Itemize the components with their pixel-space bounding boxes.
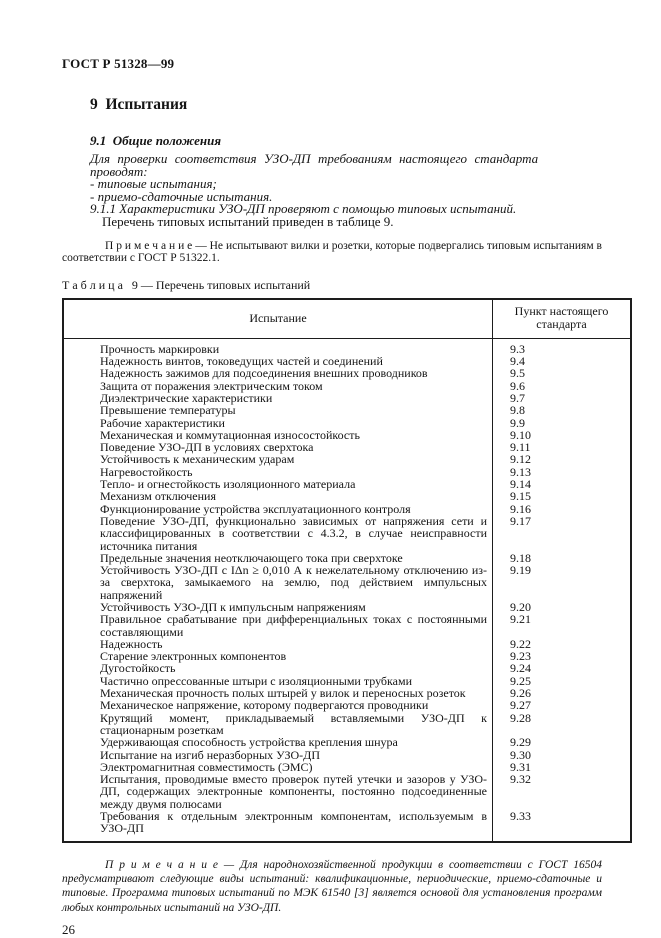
general-provisions-text bbox=[90, 153, 602, 229]
list-item-type-tests: - типовые испытания; bbox=[90, 176, 217, 192]
test-name-cell: Диэлектрические характеристики bbox=[100, 390, 273, 405]
clause-number-cell: 9.30 bbox=[493, 749, 632, 761]
clause-number-cell: 9.19 bbox=[493, 564, 632, 601]
table-row bbox=[63, 810, 631, 842]
test-name-cell: Устойчивость к механическим ударам bbox=[100, 452, 295, 467]
test-name-cell: Механическая и коммутационная износостойкость bbox=[100, 427, 360, 442]
clause-number-cell: 9.29 bbox=[493, 736, 632, 748]
subsection-heading: 9.1 Общие положения bbox=[90, 133, 222, 148]
clause-number-cell: 9.24 bbox=[493, 662, 632, 674]
clause-number-cell: 9.21 bbox=[493, 613, 632, 638]
table-row bbox=[63, 613, 631, 638]
table-row bbox=[63, 367, 631, 379]
test-name-cell: Требования к отдельным электронным компонентам, используемым в УЗО-ДП bbox=[100, 809, 487, 836]
table-row bbox=[63, 453, 631, 465]
table-row bbox=[63, 515, 631, 552]
test-name-cell: Прочность маркировки bbox=[100, 341, 220, 356]
clause-number-cell: 9.22 bbox=[493, 638, 632, 650]
clause-number-cell: 9.20 bbox=[493, 601, 632, 613]
list-item-acceptance-tests: - приемо-сдаточные испытания. bbox=[90, 188, 273, 204]
clause-number-cell: 9.18 bbox=[493, 552, 632, 564]
table-row bbox=[63, 338, 631, 355]
table-row bbox=[63, 749, 631, 761]
clause-number-cell: 9.3 bbox=[493, 338, 632, 355]
table-row bbox=[63, 773, 631, 810]
clause-number-cell: 9.11 bbox=[493, 441, 632, 453]
table-row bbox=[63, 404, 631, 416]
note-paragraph: П р и м е ч а н и е — Не испытывают вилки и розетки, которые подвергались типовым испытаниям в соответствии с ГОСТ Р 51322.1. bbox=[62, 239, 602, 265]
table-caption: Т а б л и ц а 9 — Перечень типовых испытаний bbox=[62, 277, 311, 292]
test-name-cell: Старение электронных компонентов bbox=[100, 649, 287, 664]
test-name-cell: Частично опрессованные штыри с изоляционными трубками bbox=[100, 673, 413, 688]
clause-number-cell: 9.6 bbox=[493, 380, 632, 392]
clause-number-cell: 9.4 bbox=[493, 355, 632, 367]
test-name-cell: Электромагнитная совместимость (ЭМС) bbox=[100, 759, 313, 774]
test-name-cell: Функционирование устройства эксплуатационного контроля bbox=[100, 501, 411, 516]
test-name-cell: Механическое напряжение, которому подвергаются проводники bbox=[100, 698, 429, 713]
table-header bbox=[63, 299, 631, 339]
table-header-row bbox=[63, 299, 631, 339]
table-row bbox=[63, 490, 631, 502]
clause-number-cell: 9.13 bbox=[493, 466, 632, 478]
page-number: 26 bbox=[62, 922, 75, 938]
clause-number-cell: 9.25 bbox=[493, 675, 632, 687]
table-row bbox=[63, 736, 631, 748]
test-name-cell: Надежность винтов, токоведущих частей и соединений bbox=[100, 354, 383, 369]
test-name-cell: Крутящий момент, прикладываемый вставляемыми УЗО-ДП к стационарным розеткам bbox=[100, 710, 487, 737]
doc-code: ГОСТ Р 51328—99 bbox=[62, 56, 175, 71]
clause-number-cell: 9.28 bbox=[493, 712, 632, 737]
table-row bbox=[63, 564, 631, 601]
section-heading: 9 Испытания bbox=[90, 96, 188, 113]
test-name-cell: Рабочие характеристики bbox=[100, 415, 225, 430]
clause-number-cell: 9.33 bbox=[493, 810, 632, 842]
clause-number-cell: 9.7 bbox=[493, 392, 632, 404]
test-name-cell: Поведение УЗО-ДП, функционально зависимых от напряжения сети и классифицированных в соответствии с 4.3.2, в случае неисправности источника питания bbox=[100, 513, 487, 553]
clause-number-cell: 9.23 bbox=[493, 650, 632, 662]
clause-number-cell: 9.16 bbox=[493, 503, 632, 515]
test-name-cell: Механическая прочность полых штырей у вилок и переносных розеток bbox=[100, 686, 466, 701]
clause-number-cell: 9.5 bbox=[493, 367, 632, 379]
test-name-cell: Надежность зажимов для подсоединения внешних проводников bbox=[100, 366, 428, 381]
column-header-clause: Пункт настоящего стандарта bbox=[493, 299, 632, 339]
test-name-cell: Устойчивость УЗО-ДП к импульсным напряжениям bbox=[100, 599, 366, 614]
test-name-cell: Испытания, проводимые вместо проверок путей утечки и зазоров у УЗО-ДП, содержащих электронные компоненты, постоянно подсоединенные между двумя полюсами bbox=[100, 772, 487, 811]
test-name-cell: Нагревостойкость bbox=[100, 464, 193, 479]
clause-number-cell: 9.9 bbox=[493, 417, 632, 429]
column-header-test: Испытание bbox=[63, 299, 493, 339]
clause-number-cell: 9.15 bbox=[493, 490, 632, 502]
table-row bbox=[63, 712, 631, 737]
clause-number-cell: 9.8 bbox=[493, 404, 632, 416]
clause-number-cell: 9.10 bbox=[493, 429, 632, 441]
intro-paragraph: Для проверки соответствия УЗО-ДП требованиям настоящего стандарта проводят: bbox=[90, 151, 539, 179]
table-reference-paragraph: Перечень типовых испытаний приведен в таблице 9. bbox=[102, 213, 394, 229]
test-name-cell: Испытание на изгиб неразборных УЗО-ДП bbox=[100, 747, 320, 762]
test-name-cell: Поведение УЗО-ДП в условиях сверхтока bbox=[100, 440, 314, 455]
table-row bbox=[63, 699, 631, 711]
test-name-cell: Устойчивость УЗО-ДП с IΔn ≥ 0,010 А к нежелательному отключению из-за сверхтока, замыкаемого на землю, под действием импульсных напряжений bbox=[100, 563, 487, 602]
footer-note-paragraph: П р и м е ч а н и е — Для народнохозяйственной продукции в соответствии с ГОСТ 16504 предусматривают следующие виды испытаний: квалификационные, периодические, приемо-сдаточные и типовые. Программа типовых испытаний по МЭК 61540 [3] является основой для установления программ любых контрольных испытаний на УЗО-ДП. bbox=[62, 858, 602, 914]
clause-number-cell: 9.14 bbox=[493, 478, 632, 490]
test-name-cell: Превышение температуры bbox=[100, 403, 236, 418]
test-name-cell: Правильное срабатывание при дифференциальных токах с постоянными составляющими bbox=[100, 612, 487, 639]
clause-number-cell: 9.27 bbox=[493, 699, 632, 711]
test-name-cell: Удерживающая способность устройства крепления шнура bbox=[100, 735, 398, 750]
test-name-cell: Механизм отключения bbox=[100, 489, 216, 504]
type-tests-table bbox=[62, 298, 632, 843]
table-row bbox=[63, 417, 631, 429]
test-name-cell: Дугостойкость bbox=[100, 661, 176, 676]
clause-number-cell: 9.17 bbox=[493, 515, 632, 552]
test-table-body bbox=[63, 338, 631, 841]
clause-number-cell: 9.32 bbox=[493, 773, 632, 810]
clause-9-1-1: 9.1.1 Характеристики УЗО-ДП проверяют с помощью типовых испытаний. bbox=[90, 201, 517, 217]
clause-number-cell: 9.31 bbox=[493, 761, 632, 773]
test-name-cell: Предельные значения неотключающего тока при сверхтоке bbox=[100, 550, 403, 565]
clause-number-cell: 9.26 bbox=[493, 687, 632, 699]
clause-number-cell: 9.12 bbox=[493, 453, 632, 465]
table-row bbox=[63, 662, 631, 674]
test-name-cell: Тепло- и огнестойкость изоляционного материала bbox=[100, 477, 356, 492]
test-name-cell: Защита от поражения электрическим током bbox=[100, 378, 323, 393]
test-name-cell: Надежность bbox=[100, 636, 163, 651]
